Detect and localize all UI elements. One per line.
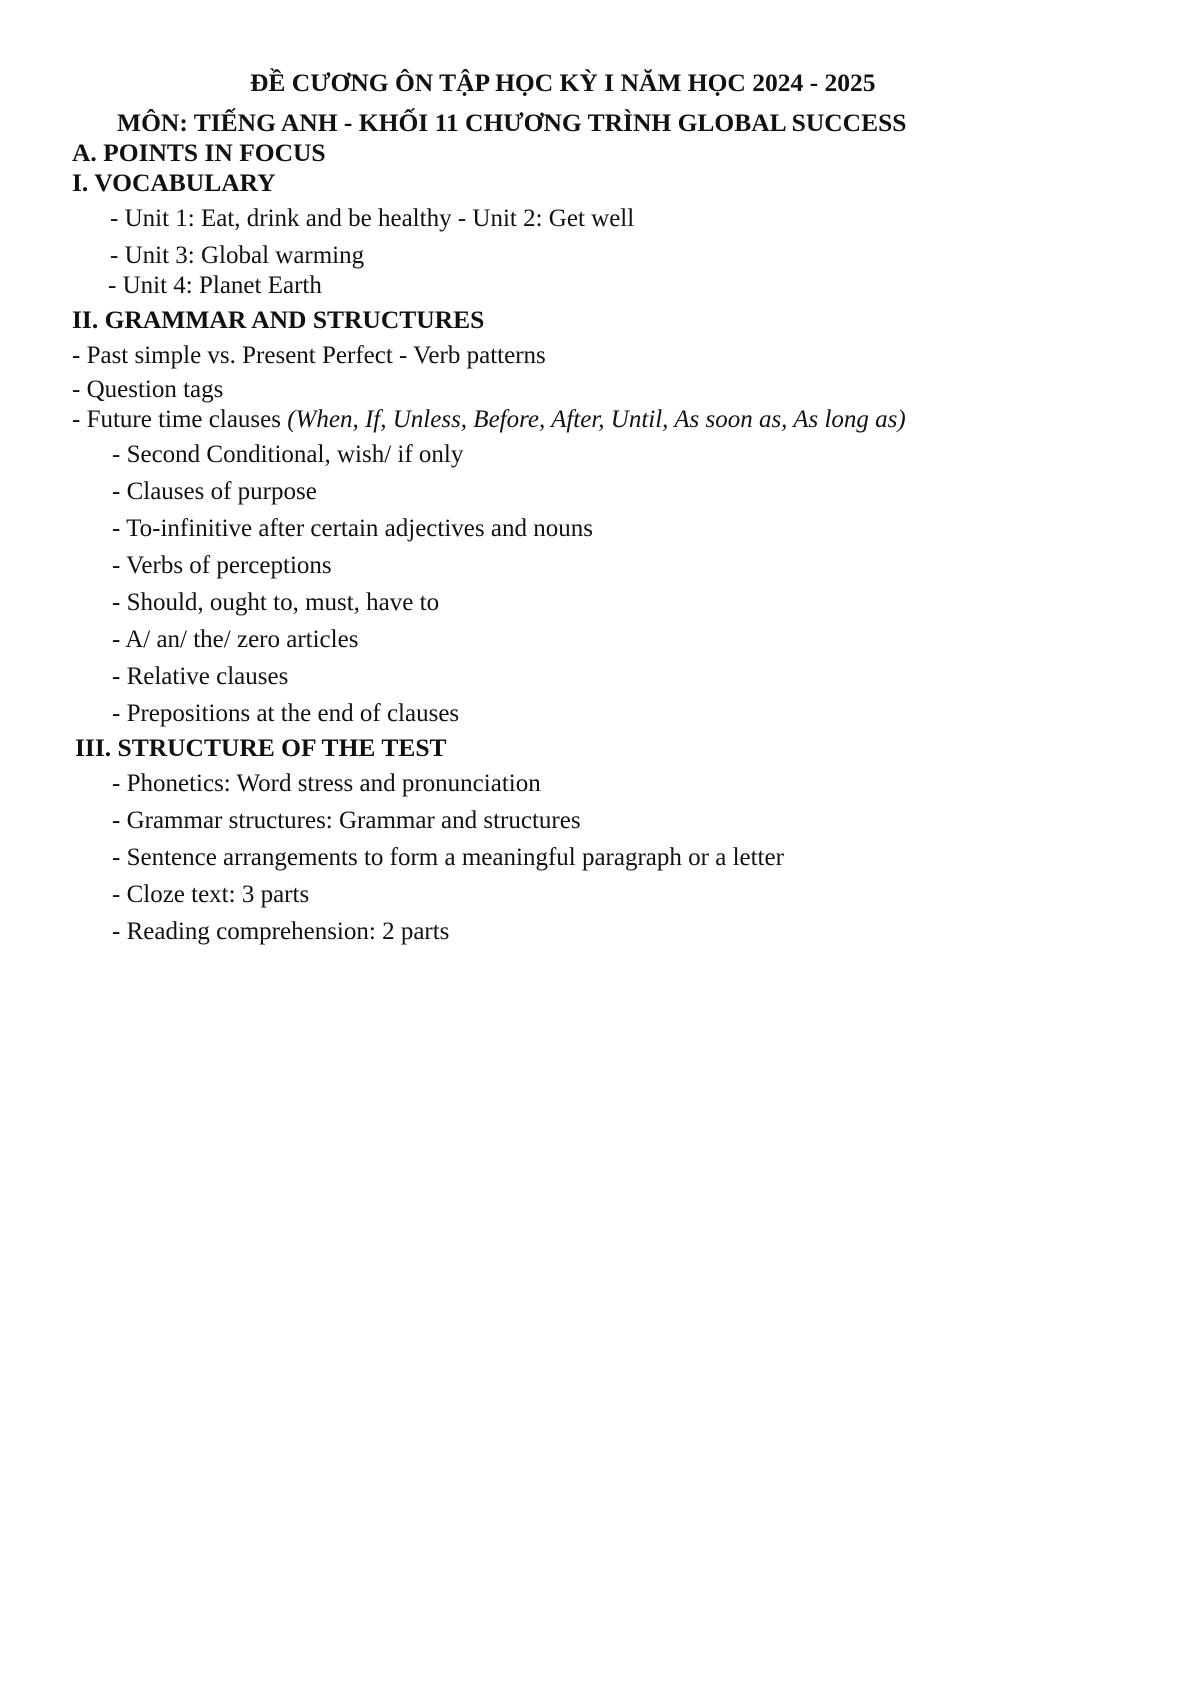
grammar-subitem: - Second Conditional, wish/ if only bbox=[112, 441, 464, 468]
grammar-subitem: - Prepositions at the end of clauses bbox=[112, 700, 460, 727]
grammar-item: - Past simple vs. Present Perfect - Verb patterns bbox=[72, 342, 546, 369]
vocabulary-item: - Unit 4: Planet Earth bbox=[108, 272, 322, 299]
grammar-subitem: - Verbs of perceptions bbox=[112, 552, 332, 579]
document-subtitle: MÔN: TIẾNG ANH - KHỐI 11 CHƯƠNG TRÌNH GLOBAL SUCCESS bbox=[117, 108, 907, 137]
document-title: ĐỀ CƯƠNG ÔN TẬP HỌC KỲ I NĂM HỌC 2024 - 2025 bbox=[250, 68, 876, 97]
test-structure-item: - Phonetics: Word stress and pronunciation bbox=[112, 770, 541, 797]
test-structure-item: - Cloze text: 3 parts bbox=[112, 881, 310, 908]
test-structure-item: - Reading comprehension: 2 parts bbox=[112, 918, 450, 945]
test-structure-item: - Sentence arrangements to form a meaningful paragraph or a letter bbox=[112, 844, 784, 871]
vocabulary-heading: I. VOCABULARY bbox=[72, 168, 276, 197]
test-structure-heading: III. STRUCTURE OF THE TEST bbox=[75, 733, 447, 762]
grammar-subitem: - To-infinitive after certain adjectives and nouns bbox=[112, 515, 593, 542]
vocabulary-item: - Unit 1: Eat, drink and be healthy - Unit 2: Get well bbox=[110, 205, 635, 232]
grammar-item-future-clauses bbox=[72, 405, 906, 435]
section-a-heading: A. POINTS IN FOCUS bbox=[72, 138, 326, 167]
grammar-subitem: - Should, ought to, must, have to bbox=[112, 589, 440, 616]
grammar-subitem: - Relative clauses bbox=[112, 663, 289, 690]
grammar-heading: II. GRAMMAR AND STRUCTURES bbox=[72, 305, 485, 334]
future-clauses-examples: (When, If, Unless, Before, After, Until, As soon as, As long as) bbox=[287, 406, 906, 433]
test-structure-item: - Grammar structures: Grammar and structures bbox=[112, 807, 581, 834]
grammar-subitem: - Clauses of purpose bbox=[112, 478, 317, 505]
grammar-subitem: - A/ an/ the/ zero articles bbox=[112, 626, 359, 653]
grammar-item: - Question tags bbox=[72, 376, 224, 403]
vocabulary-item: - Unit 3: Global warming bbox=[110, 242, 365, 269]
future-clauses-label: - Future time clauses bbox=[72, 406, 288, 433]
